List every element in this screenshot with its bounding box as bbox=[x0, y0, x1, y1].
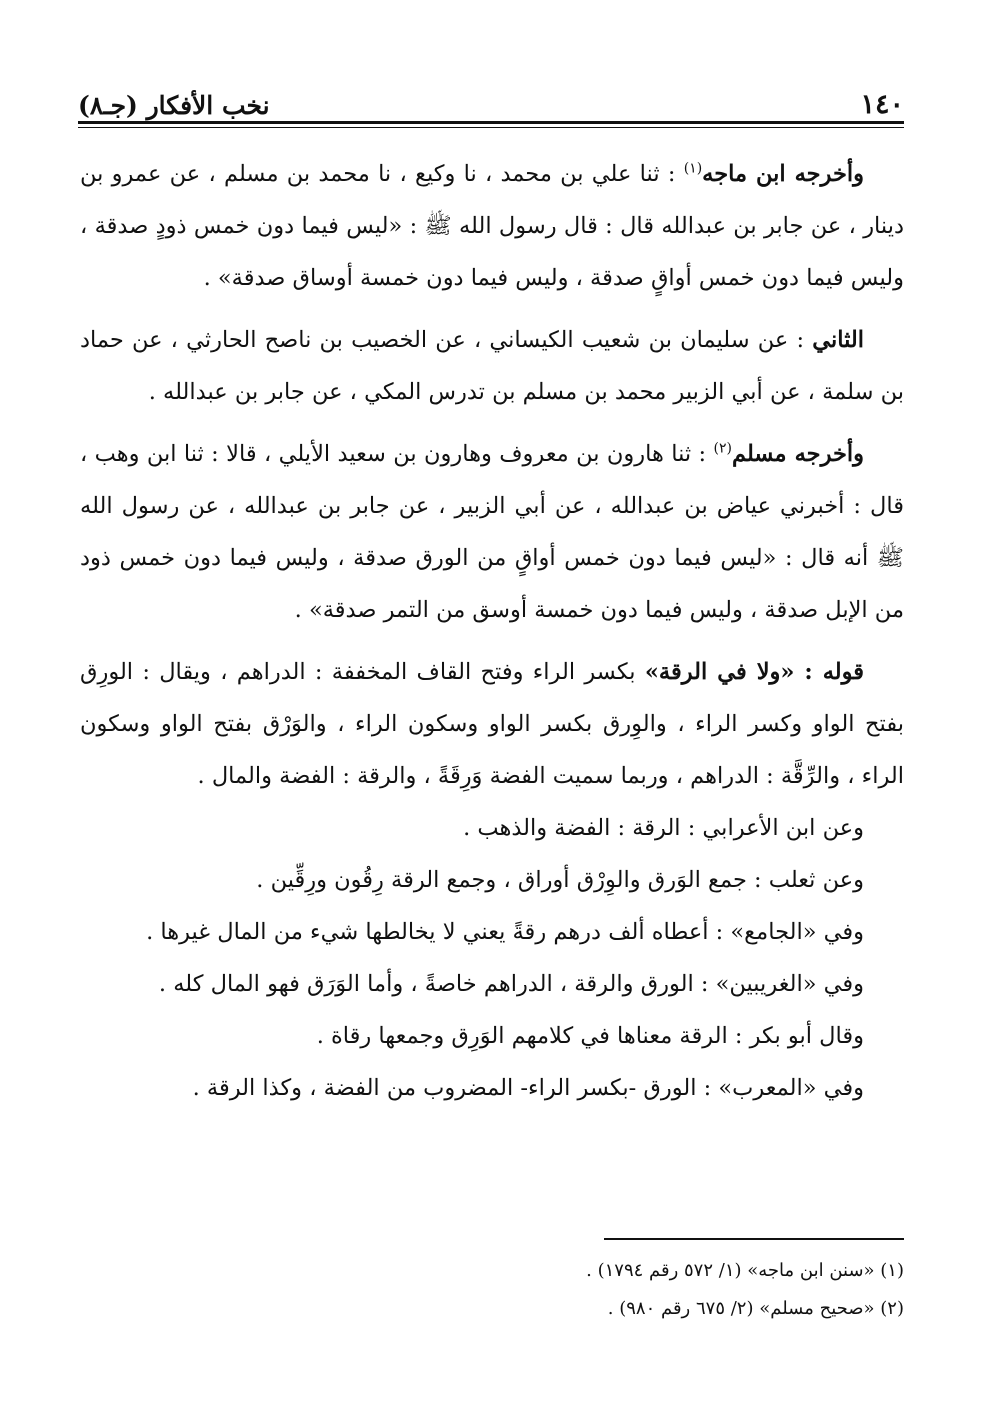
paragraph-3-text: : ثنا هارون بن معروف وهارون بن سعيد الأيلي ، قالا : ثنا ابن وهب ، قال : أخبرني عياض بن عبدالله ، عن أبي الزبير ، عن جابر بن عبدالله ، عن رسول الله ﷺ أنه قال : «ليس فيما دون خمس أواقٍ من الورق صدقة ، وليس فيما دون خمس ذود من الإبل صدقة ، وليس فيما دون خمسة أوسق من التمر صدقة» . bbox=[80, 441, 904, 623]
main-text bbox=[80, 148, 904, 1114]
page-header bbox=[78, 80, 904, 120]
header-rule-thick bbox=[78, 121, 904, 124]
paragraph-5: وعن ابن الأعرابي : الرقة : الفضة والذهب . bbox=[463, 815, 864, 841]
paragraph-2-text: : عن سليمان بن شعيب الكيساني ، عن الخصيب بن ناصح الحارثي ، عن حماد بن سلمة ، عن أبي الزبير محمد بن مسلم بن تدرس المكي ، عن جابر بن عبدالله . bbox=[80, 327, 904, 405]
paragraph-10: وفي «المعرب» : الورق -بكسر الراء- المضروب من الفضة ، وكذا الرقة . bbox=[192, 1075, 864, 1101]
paragraph-1 bbox=[80, 148, 904, 304]
paragraph-6: وعن ثعلب : جمع الوَرق والوِرْق أوراق ، وجمع الرقة رِقُون ورِقِّين . bbox=[256, 867, 864, 893]
paragraph-2 bbox=[80, 314, 904, 418]
paragraph-3 bbox=[80, 428, 904, 636]
paragraph-7: وفي «الجامع» : أعطاه ألف درهم رقةً يعني لا يخالطها شيء من المال غيرها . bbox=[146, 919, 864, 945]
book-title: نخب الأفكار (جـ٨) bbox=[78, 91, 270, 120]
paragraph-9: وقال أبو بكر : الرقة معناها في كلامهم الوَرِق وجمعها رقاة . bbox=[316, 1023, 864, 1049]
footnote-ref-1: (١) bbox=[683, 160, 703, 177]
paragraph-1-lead: وأخرجه ابن ماجه bbox=[702, 161, 864, 187]
paragraph-4-text: بكسر الراء وفتح القاف المخففة : الدراهم ، ويقال : الورِق بفتح الواو وكسر الراء ، والوِرق بكسر الواو وسكون الراء ، والوَرْق بفتح الواو وسكون الراء ، والرِّقَّة : الدراهم ، وربما سميت الفضة وَرِقَةً ، والرقة : الفضة والمال . bbox=[80, 659, 904, 789]
paragraph-4-lead: قوله : «ولا في الرقة» bbox=[644, 659, 864, 685]
header-rule-thin bbox=[78, 127, 904, 128]
paragraph-4 bbox=[80, 646, 904, 802]
paragraph-8: وفي «الغريبين» : الورق والرقة ، الدراهم خاصةً ، وأما الوَرَق فهو المال كله . bbox=[158, 971, 864, 997]
footnote-1: (١) «سنن ابن ماجه» (١/ ٥٧٢ رقم ١٧٩٤) . bbox=[586, 1260, 904, 1281]
footnote-separator bbox=[604, 1238, 904, 1240]
paragraph-1-text: : ثنا علي بن محمد ، نا وكيع ، نا محمد بن مسلم ، عن عمرو بن دينار ، عن جابر بن عبدالله قال : قال رسول الله ﷺ : «ليس فيما دون خمس ذودٍ صدقة ، وليس فيما دون خمس أواقٍ صدقة ، وليس فيما دون خمسة أوساق صدقة» . bbox=[80, 161, 904, 291]
footnote-ref-2: (٢) bbox=[713, 440, 732, 457]
footnotes bbox=[80, 1252, 904, 1328]
paragraph-2-lead: الثاني bbox=[812, 327, 865, 353]
footnote-2: (٢) «صحيح مسلم» (٢/ ٦٧٥ رقم ٩٨٠) . bbox=[607, 1298, 904, 1319]
paragraph-3-lead: وأخرجه مسلم bbox=[731, 441, 865, 467]
page-number: ١٤٠ bbox=[860, 89, 904, 120]
